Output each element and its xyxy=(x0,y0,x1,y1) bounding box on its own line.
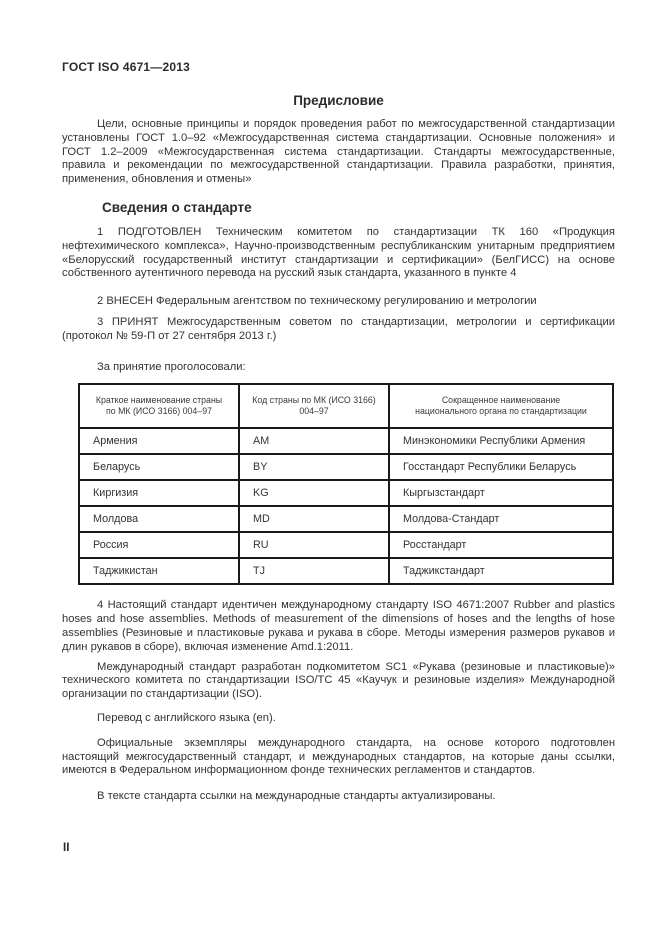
cell-org: Росстандарт xyxy=(389,532,613,558)
page-number: II xyxy=(63,842,70,854)
table-header-row xyxy=(79,384,613,428)
table-row xyxy=(79,558,613,584)
table-header-country: Краткое наименование страны по МК (ИСО 3166) 004–97 xyxy=(79,384,239,428)
paragraph-developed-by: Международный стандарт разработан подкомитетом SC1 «Рукава (резиновые и пластиковые)» технического комитета по стандартизации ISO/TC 45 «Каучук и резиновые изделия» Международной организации по стандартизации (ISO). xyxy=(62,660,615,701)
cell-code: KG xyxy=(239,480,389,506)
table-header-org: Сокращенное наименование национального органа по стандартизации xyxy=(389,384,613,428)
page-title: Предисловие xyxy=(293,93,384,108)
table-row xyxy=(79,480,613,506)
paragraph-references-note: В тексте стандарта ссылки на международные стандарты актуализированы. xyxy=(97,790,496,803)
paragraph-translation: Перевод с английского языка (en). xyxy=(97,711,276,724)
paragraph-prepared: 1 ПОДГОТОВЛЕН Техническим комитетом по стандартизации ТК 160 «Продукция нефтехимического комплекса», Научно-производственным республиканским унитарным предприятием «Белорусский государственный институт стандартизации и сертификации» (БелГИСС) на основе собственного аутентичного перевода на русский язык стандарта, указанного в пункте 4 xyxy=(62,225,615,280)
paragraph-official-copies: Официальные экземпляры международного стандарта, на основе которого подготовлен настоящий межгосударственный стандарт, и международных стандартов, на которые даны ссылки, имеются в Федеральном информационном фонде технических регламентов и стандартов. xyxy=(62,736,615,777)
voting-table xyxy=(78,383,614,585)
cell-code: MD xyxy=(239,506,389,532)
cell-org: Госстандарт Республики Беларусь xyxy=(389,454,613,480)
cell-org: Кыргызстандарт xyxy=(389,480,613,506)
cell-code: RU xyxy=(239,532,389,558)
cell-country: Киргизия xyxy=(79,480,239,506)
paragraph-submitted: 2 ВНЕСЕН Федеральным агентством по техническому регулированию и метрологии xyxy=(97,295,537,308)
table-row xyxy=(79,454,613,480)
cell-org: Молдова-Стандарт xyxy=(389,506,613,532)
cell-country: Молдова xyxy=(79,506,239,532)
cell-country: Россия xyxy=(79,532,239,558)
cell-country: Армения xyxy=(79,428,239,454)
doc-code-header: ГОСТ ISO 4671—2013 xyxy=(62,60,191,74)
cell-org: Таджикстандарт xyxy=(389,558,613,584)
table-header-code: Код страны по МК (ИСО 3166) 004–97 xyxy=(239,384,389,428)
cell-country: Таджикистан xyxy=(79,558,239,584)
table-row xyxy=(79,532,613,558)
vote-lead: За принятие проголосовали: xyxy=(97,360,246,373)
table-row xyxy=(79,506,613,532)
section-heading: Сведения о стандарте xyxy=(102,199,252,215)
cell-org: Минэкономики Республики Армения xyxy=(389,428,613,454)
cell-country: Беларусь xyxy=(79,454,239,480)
paragraph-identical: 4 Настоящий стандарт идентичен международному стандарту ISO 4671:2007 Rubber and plastics hoses and hose assemblies. Methods of measurement of the dimensions of hoses and the lengths of hose assemblies (Резиновые и пластиковые рукава и рукава в сборе. Методы измерения размеров рукавов и длин рукавов в сборе), включая изменение Amd.1:2011. xyxy=(62,599,615,653)
paragraph-adopted: 3 ПРИНЯТ Межгосударственным советом по стандартизации, метрологии и сертификации (протокол № 59-П от 27 сентября 2013 г.) xyxy=(62,315,615,342)
paragraph-goals: Цели, основные принципы и порядок проведения работ по межгосударственной стандартизации установлены ГОСТ 1.0–92 «Межгосударственная система стандартизации. Основные положения» и ГОСТ 1.2–2009 «Межгосударственная система стандартизации. Стандарты межгосударственные, правила и рекомендации по межгосударственной стандартизации. Правила разработки, принятия, применения, обновления и отмены» xyxy=(62,118,615,186)
cell-code: AM xyxy=(239,428,389,454)
table-row xyxy=(79,428,613,454)
cell-code: BY xyxy=(239,454,389,480)
cell-code: TJ xyxy=(239,558,389,584)
